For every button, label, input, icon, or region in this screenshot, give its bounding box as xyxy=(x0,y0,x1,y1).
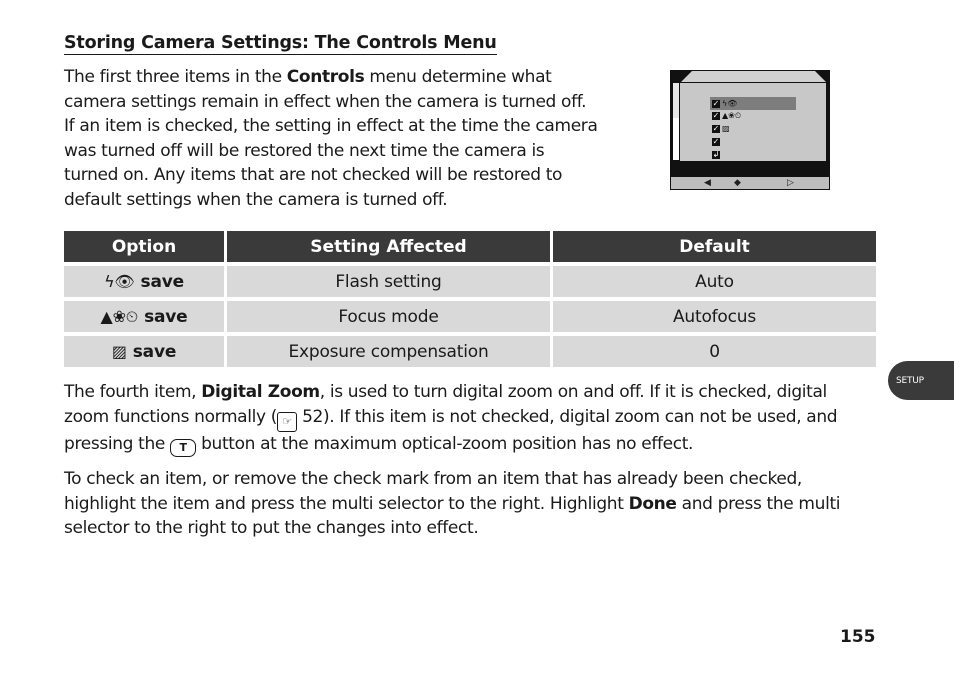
flash-eye-icon: ϟ👁 xyxy=(104,272,135,291)
check-icon: ✓ xyxy=(712,123,720,133)
page-reference-icon: ☞ xyxy=(277,412,297,432)
default-cell: Autofocus xyxy=(553,301,876,332)
screen-menu-row xyxy=(712,98,752,109)
setting-cell: Exposure compensation xyxy=(227,336,550,367)
screen-nav-bar xyxy=(671,177,829,189)
default-cell: Auto xyxy=(553,266,876,297)
nav-right-icon: ▷ xyxy=(787,178,794,188)
controls-menu-screen xyxy=(670,70,830,190)
screen-menu-row xyxy=(712,136,752,147)
column-header-default: Default xyxy=(553,231,876,262)
screen-menu-row xyxy=(712,110,752,121)
screen-title-bar xyxy=(681,71,826,82)
nav-left-icon: ◀ xyxy=(704,178,711,188)
table-row xyxy=(64,301,876,332)
check-icon: ✓ xyxy=(712,136,720,146)
column-header-option: Option xyxy=(64,231,224,262)
column-header-setting: Setting Affected xyxy=(227,231,550,262)
zoom-t-button-icon: T xyxy=(170,439,196,457)
check-icon: ✓ xyxy=(712,110,720,120)
instructions-paragraph: To check an item, or remove the check mark from an item that has already been checked, highlight the item and press the multi selector to the right. Highlight Done and press the multi selector to the right to put the changes into effect. xyxy=(64,469,841,539)
options-table xyxy=(64,231,876,371)
check-icon: ✓ xyxy=(712,98,720,108)
digital-zoom-paragraph: The fourth item, Digital Zoom, is used to turn digital zoom on and off. If it is checked, digital zoom functions normally ( ☞ 52). If this item is not checked, digital zoom can not be used, and pressing the T button at the maximum optical-zoom position has no effect. xyxy=(64,380,876,457)
exposure-compensation-icon: ▨ xyxy=(111,342,127,361)
setup-section-tab: SETUP xyxy=(888,361,954,400)
setting-cell: Flash setting xyxy=(227,266,550,297)
nav-select-icon: ◆ xyxy=(734,178,741,188)
focus-mode-icon: ▲❀⏲ xyxy=(722,111,742,120)
table-row xyxy=(64,266,876,297)
section-heading: Storing Camera Settings: The Controls Menu xyxy=(64,33,497,53)
done-return-icon: ↲ xyxy=(712,149,720,159)
table-header-row xyxy=(64,231,876,262)
flash-eye-icon: ϟ👁 xyxy=(722,99,738,108)
option-cell: ϟ👁 save xyxy=(64,266,224,297)
focus-mode-icon: ▲❀⏲ xyxy=(100,306,139,326)
screen-menu-row xyxy=(712,123,752,134)
intro-paragraph: The first three items in the Controls menu determine what camera settings remain in effect when the camera is turned off. If an item is checked, the setting in effect at the time the camera was turned off will be restored the next time the camera is turned on. Any items that are not checked will be restored to default settings when the camera is turned off. xyxy=(64,67,598,210)
option-cell: ▲❀⏲ save xyxy=(64,301,224,332)
table-row xyxy=(64,336,876,367)
page-number: 155 xyxy=(840,627,876,647)
default-cell: 0 xyxy=(553,336,876,367)
exposure-compensation-icon: ▨ xyxy=(722,124,730,133)
screen-menu-row xyxy=(712,149,752,160)
option-cell: ▨ save xyxy=(64,336,224,367)
setting-cell: Focus mode xyxy=(227,301,550,332)
